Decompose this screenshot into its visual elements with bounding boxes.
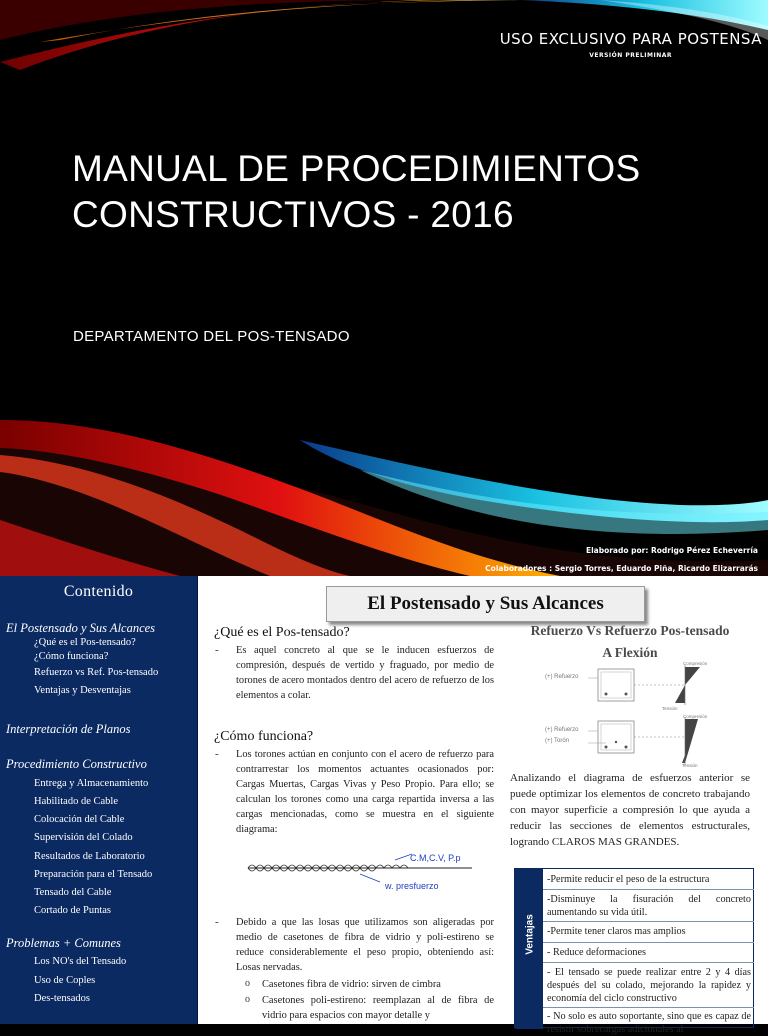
ventaja-separator [543,1007,754,1008]
diag-refuerzo2-label: (+) Refuerzo [545,727,579,733]
sidebar-item-supervision[interactable]: Supervisión del Colado [34,832,133,843]
bullet-marker: o [245,994,250,1005]
sidebar-item-entrega[interactable]: Entrega y Almacenamiento [34,778,149,789]
slide-heading-box [326,586,645,622]
main-title [72,146,640,238]
bullet-poliestireno: Casetones poli-estireno: reemplazan al de fibra de vidrio para espacios con mayor detalle y [262,995,494,1021]
diag-refuerzo-label: (+) Refuerzo [545,674,579,680]
sidebar-section-procedimiento[interactable]: Procedimiento Constructivo [6,757,147,771]
sidebar-item-refuerzo[interactable]: Refuerzo vs Ref. Pos-tensado [34,667,159,678]
que-es-text: Es aquel concreto al que se le inducen esfuerzos de compresión, después de vertido y fraguado, por medio de torones de acero montados dentro del acero de refuerzo de los elementos a colar. [236,645,494,701]
slide-heading: El Postensado y Sus Alcances [367,593,604,614]
sidebar-item-coples[interactable]: Uso de Coples [34,975,96,986]
ventaja-item: - No solo es auto soportante, sino que es capaz de resistir sobrecargas adicionales al [547,1011,751,1035]
sidebar-item-colocacion[interactable]: Colocación del Cable [34,814,125,825]
bullet-marker: o [245,978,250,989]
bullet-fibra: Casetones fibra de vidrio: sirven de cimbra [262,979,441,990]
main-title-line1: MANUAL DE PROCEDIMIENTOS [72,148,641,189]
ventaja-item: - El tensado se puede realizar entre 2 y 4 días después del su colado, mejorando la rapidez y economía del ciclo constructivo [547,967,751,1004]
sidebar-item-que-es[interactable]: ¿Qué es el Pos-tensado? [34,637,136,648]
diag-compresion2: Compresión [683,714,708,719]
ventajas-box [514,868,754,1035]
diag-toron-label: (+) Torón [545,738,570,744]
credit-collaborators: Colaboradores : Sergio Torres, Eduardo Piña, Ricardo Elizarrarás [485,564,758,573]
department-subtitle: DEPARTAMENTO DEL POS-TENSADO [73,328,350,345]
losas-text: Debido a que las losas que utilizamos son aligeradas por medio de casetones de fibra de vidrio y poli-estireno se reduce considerablemente el peso propio, obteniendo así: Losas nervadas. [236,917,494,973]
diag-tension1: Tensión [662,706,678,711]
dash-marker: - [215,748,219,760]
diag-tension2: Tensión [682,763,698,768]
diagram-label-top: C.M,C.V, P.p [410,853,461,863]
ventajas-label: Ventajas [524,914,536,955]
credits [485,542,758,578]
version-label: VERSIÓN PRELIMINAR [589,52,672,59]
dash-marker: - [215,644,219,656]
sidebar-section-problemas[interactable]: Problemas + Comunes [6,936,121,950]
ventaja-item: -Permite reducir el peso de la estructura [547,874,710,885]
credit-author: Elaborado por: Rodrigo Pérez Echeverría [585,546,758,555]
sidebar-item-los-nos[interactable]: Los NO's del Tensado [34,956,127,967]
diag-compresion1: Compresión [683,661,708,666]
sidebar-item-destensados[interactable]: Des-tensados [34,993,90,1004]
main-title-line2: CONSTRUCTIVOS - 2016 [72,194,514,235]
contents-sidebar [0,576,198,1024]
dash-marker: - [215,916,219,928]
diagram-label-bottom: w. presfuerzo [385,881,439,891]
sidebar-item-cortado[interactable]: Cortado de Puntas [34,905,111,916]
sidebar-item-resultados[interactable]: Resultados de Laboratorio [34,851,145,862]
refuerzo-title: Refuerzo Vs Refuerzo Pos-tensado [530,623,730,638]
question-que-es: ¿Qué es el Pos-tensado? [214,625,350,640]
sidebar-item-habilitado[interactable]: Habilitado de Cable [34,796,118,807]
question-como-funciona: ¿Cómo funciona? [214,729,314,744]
analysis-text: Analizando el diagrama de esfuerzos anterior se puede optimizar los elementos de concreto trabajando con mayor superficie a compresión lo que ayuda a reducir las secciones de elementos estructurales, logrando CLAROS MAS GRANDES. [510,772,750,848]
sidebar-item-ventajas[interactable]: Ventajas y Desventajas [34,685,131,696]
sidebar-item-tensado[interactable]: Tensado del Cable [34,887,112,898]
sidebar-section-postensado[interactable]: El Postensado y Sus Alcances [6,621,156,635]
ventaja-separator [543,889,754,890]
ventaja-separator [543,921,754,922]
exclusive-use-label: USO EXCLUSIVO PARA POSTENSA [499,30,762,48]
como-funciona-text: Los torones actúan en conjunto con el acero de refuerzo para contrarrestar los momentos actuantes ocasionados por: Cargas Muertas, Cargas Vivas y Peso Propio. Para ello; se calculan los torones como una carga repartida inversa a las cargas mencionadas, como se muestra en el siguiente diagrama: [236,749,494,835]
content-slide [0,576,768,1035]
ventaja-item: -Disminuye la fisuración del concreto aumentando su vida útil. [547,894,751,918]
sidebar-item-como-funciona[interactable]: ¿Cómo funciona? [34,651,109,662]
flexion-title: A Flexión [602,645,658,660]
ventaja-separator [543,962,754,963]
ventaja-item: -Permite tener claros mas amplios [547,926,686,937]
sidebar-section-planos[interactable]: Interpretación de Planos [6,722,131,736]
ventajas-tab [515,869,543,1029]
sidebar-title: Contenido [63,583,134,600]
sidebar-item-preparacion[interactable]: Preparación para el Tensado [34,869,153,880]
ventaja-separator [543,942,754,943]
ventaja-item: - Reduce deformaciones [547,947,646,958]
